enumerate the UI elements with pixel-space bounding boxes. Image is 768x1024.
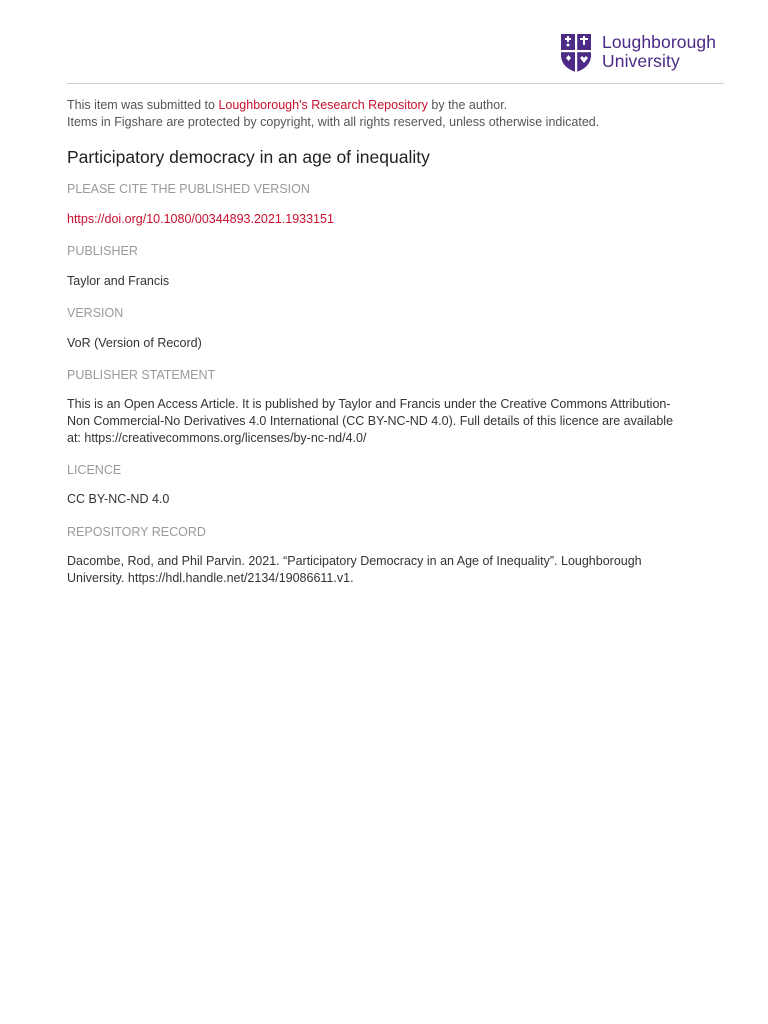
repository-record-line: University. https://hdl.handle.net/2134/19086611.v1. — [67, 571, 354, 585]
submission-prefix: This item was submitted to — [67, 98, 219, 112]
version-value: VoR (Version of Record) — [67, 336, 202, 350]
repository-record-line: Dacombe, Rod, and Phil Parvin. 2021. “Participatory Democracy in an Age of Inequality”. Loughborough — [67, 554, 642, 568]
version-label: VERSION — [67, 306, 124, 320]
doi-link[interactable]: https://doi.org/10.1080/00344893.2021.1933151 — [67, 212, 334, 226]
logo-line-1: Loughborough — [602, 32, 717, 52]
submission-line — [67, 97, 727, 114]
licence-value: CC BY-NC-ND 4.0 — [67, 492, 170, 506]
university-shield-icon — [560, 33, 592, 73]
publisher-statement-line: This is an Open Access Article. It is published by Taylor and Francis under the Creative Commons Attribution- — [67, 397, 671, 411]
page-title: Participatory democracy in an age of inequality — [67, 147, 430, 167]
cite-label: PLEASE CITE THE PUBLISHED VERSION — [67, 182, 310, 196]
repository-record-text — [67, 553, 727, 587]
publisher-value: Taylor and Francis — [67, 274, 170, 288]
submission-suffix: by the author. — [427, 98, 508, 112]
submission-notice — [67, 97, 727, 131]
repository-link[interactable]: Loughborough's Research Repository — [218, 98, 428, 112]
publisher-statement-label: PUBLISHER STATEMENT — [67, 368, 216, 382]
university-logo[interactable] — [560, 33, 716, 73]
publisher-statement-text — [67, 396, 727, 447]
publisher-statement-line: Non Commercial-No Derivatives 4.0 International (CC BY-NC-ND 4.0). Full details of this licence are available — [67, 414, 674, 428]
licence-label: LICENCE — [67, 463, 122, 477]
logo-line-2: University — [602, 51, 680, 71]
publisher-label: PUBLISHER — [67, 244, 138, 258]
copyright-notice: Items in Figshare are protected by copyright, with all rights reserved, unless otherwise indicated. — [67, 115, 600, 129]
publisher-statement-line: at: https://creativecommons.org/licenses/by-nc-nd/4.0/ — [67, 431, 367, 445]
logo-wordmark — [602, 33, 716, 71]
repository-record-label: REPOSITORY RECORD — [67, 525, 206, 539]
header-divider — [67, 83, 724, 84]
